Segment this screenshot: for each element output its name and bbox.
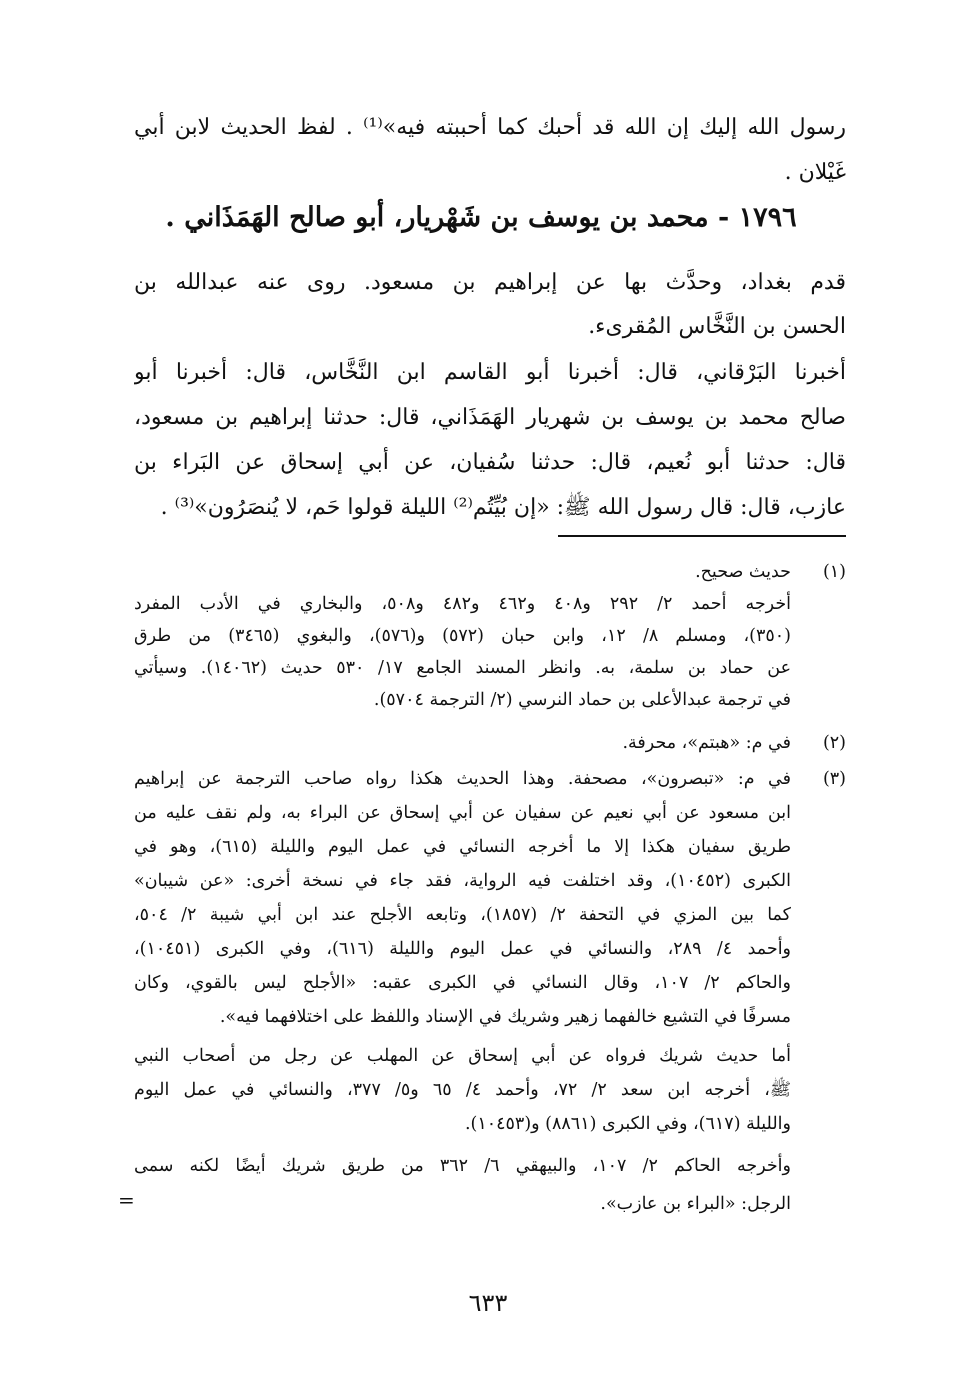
footnote-line: كما بين المزي في التحفة ٢/ (١٨٥٧)، وتابعه الأجلح عند ابن أبي شيبة ٢/ ٥٠٤،	[134, 905, 791, 925]
footnote-line: طريق سفيان هكذا إلا ما أخرجه النسائي في عمل اليوم والليلة (٦١٥)، وهو في	[134, 837, 791, 857]
bio-line: الحسن بن النَّخَّاس المُقرىء.	[588, 314, 846, 339]
isnad-line: أخبرنا البَرْقاني، قال: أخبرنا أبو القاسم ابن النَّخَّاس، قال: أخبرنا أبو	[134, 360, 846, 385]
isnad-line: عازب، قال: قال رسول الله ﷺ: «إن بُيِّتُم⁽²⁾ الليلة قولوا حَم، لا يُنصَرُون»⁽³⁾ .	[160, 495, 846, 520]
footnote-line: مسرفًا في التشيع خالفهما زهير وشريك في الإسناد واللفظ على اختلافهما فيه».	[219, 1007, 791, 1027]
footnote-line: وأخرجه الحاكم ٢/ ١٠٧، والبيهقي ٦/ ٣٦٢ من طريق شريك أيضًا لكنه سمى	[134, 1156, 791, 1176]
footnote-line: حديث صحيح.	[695, 562, 791, 582]
footnote-line: والليلة (٦١٧)، وفي الكبرى (٨٨٦١) و(١٠٤٥٣).	[464, 1114, 791, 1134]
page-number: ٦٣٣	[468, 1289, 508, 1317]
isnad-line: صالح محمد بن يوسف بن شهريار الهَمَذَاني، قال: حدثنا إبراهيم بن مسعود،	[134, 405, 846, 430]
footnote-line: الرجل: «البراء بن عازب».	[600, 1194, 791, 1214]
footnote-line: ابن مسعود عن أبي نعيم عن سفيان عن أبي إسحاق عن البراء به، ولم نقف عليه من	[134, 803, 791, 823]
main-text-line: غَيْلان .	[784, 160, 846, 185]
footnote-line: في م: «تبصرون»، مصحفة. وهذا الحديث هكذا رواه صاحب الترجمة عن إبراهيم	[134, 769, 791, 789]
footnote-line: عن حماد بن سلمة، به. وانظر المسند الجامع ١٧/ ٥٣٠ حديث (١٤٠٦٢). وسيأتي	[134, 658, 791, 678]
footnote-line: في م: «هبتم»، محرفة.	[622, 733, 791, 753]
footnote-line: في ترجمة عبدالأعلى بن حماد النرسي (٢/ الترجمة ٥٧٠٤).	[373, 690, 791, 710]
footnote-line: والحاكم ٢/ ١٠٧، وقال النسائي في الكبرى عقبه: «الأجلح ليس بالقوي، وكان	[134, 973, 791, 993]
entry-title: ١٧٩٦ - محمد بن يوسف بن شَهْريار، أبو صالح الهَمَذَاني .	[165, 202, 797, 233]
footnote-number: (١)	[822, 562, 846, 582]
footnote-line: أما حديث شريك فرواه عن أبي إسحاق عن المهلب عن رجل من أصحاب النبي	[134, 1046, 791, 1066]
bio-line: قدم بغداد، وحدَّث بها عن إبراهيم بن مسعود. روى عنه عبدالله بن	[134, 270, 846, 295]
footnote-line: أخرجه أحمد ٢/ ٢٩٢ و٤٠٨ و٤٦٢ و٤٨٢ و٥٠٨، والبخاري في الأدب المفرد	[134, 594, 791, 614]
footnote-line: ﷺ، أخرجه ابن سعد ٢/ ٧٢، وأحمد ٤/ ٦٥ و٥/ ٣٧٧، والنسائي في عمل اليوم	[134, 1080, 791, 1100]
footnote-line: (٣٥٠)، ومسلم ٨/ ١٢، وابن حبان (٥٧٢) و(٥٧٦)، والبغوي (٣٤٦٥) من طرق	[134, 626, 791, 646]
footnote-line: الكبرى (١٠٤٥٢)، وقد اختلفت فيه الرواية، فقد جاء في نسخة أخرى: «عن شيبان»	[134, 871, 791, 891]
footnote-separator	[558, 535, 846, 537]
main-text-line: رسول الله إليك إن الله قد أحبك كما أحببته فيه»⁽¹⁾ . لفظ الحديث لابن أبي	[134, 115, 846, 140]
footnote-line: وأحمد ٤/ ٢٨٩، والنسائي في عمل اليوم والليلة (٦١٦)، وفي الكبرى (١٠٤٥١)،	[134, 939, 791, 959]
isnad-line: قال: حدثنا أبو نُعيم، قال: حدثنا سُفيان، عن أبي إسحاق عن البَراء بن	[134, 450, 846, 475]
footnote-number: (٣)	[822, 769, 846, 789]
continuation-mark: =	[118, 1188, 135, 1212]
footnote-number: (٢)	[822, 733, 846, 753]
